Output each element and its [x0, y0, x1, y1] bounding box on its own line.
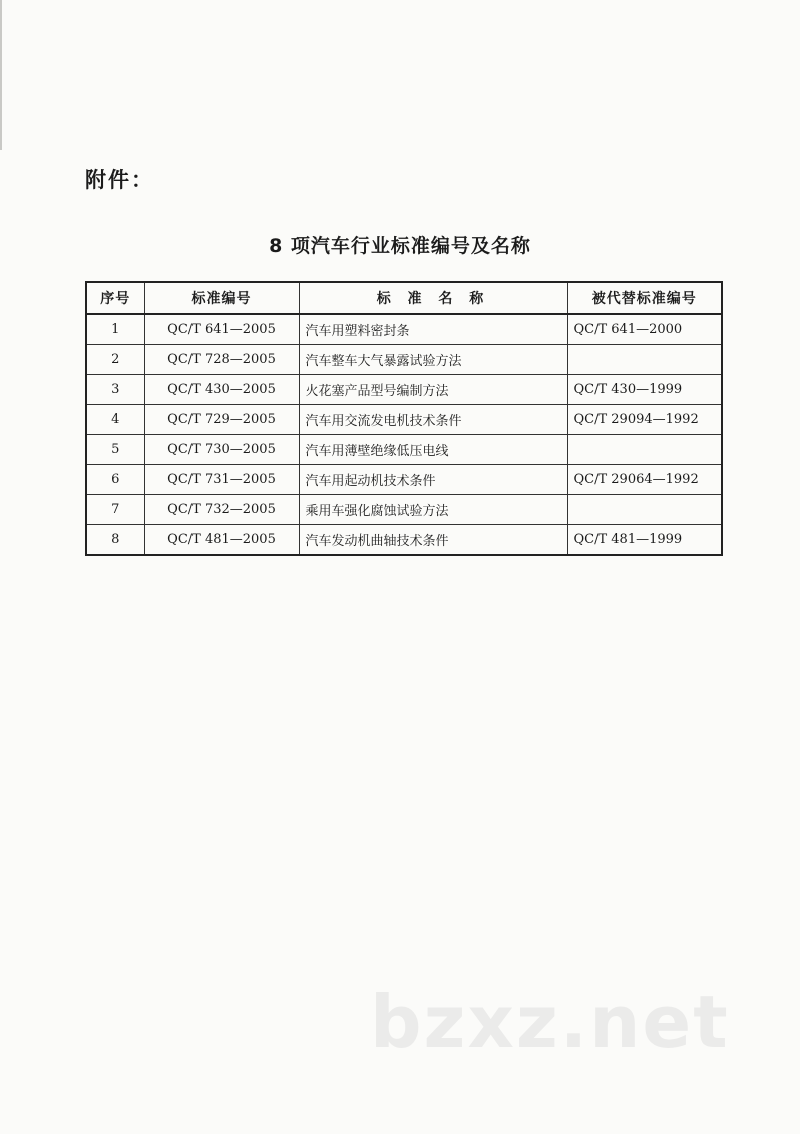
- row-replaced: [567, 435, 722, 465]
- row-replaced: [567, 345, 722, 375]
- row-seq: 4: [86, 405, 144, 435]
- table-row: [86, 435, 722, 465]
- row-name: 汽车用薄壁绝缘低压电线: [299, 435, 567, 465]
- row-seq: 2: [86, 345, 144, 375]
- row-seq: 8: [86, 525, 144, 556]
- row-name: 汽车整车大气暴露试验方法: [299, 345, 567, 375]
- row-name: 乘用车强化腐蚀试验方法: [299, 495, 567, 525]
- table-header-row: [86, 282, 722, 314]
- table-row: [86, 525, 722, 556]
- row-replaced: [567, 495, 722, 525]
- header-code: 标准编号: [144, 282, 299, 314]
- row-seq: 1: [86, 314, 144, 345]
- table-title: 8 项汽车行业标准编号及名称: [269, 235, 531, 257]
- scan-edge-line: [0, 0, 2, 150]
- row-name: 汽车用塑料密封条: [299, 314, 567, 345]
- row-code: QC/T 730—2005: [144, 435, 299, 465]
- row-seq: 5: [86, 435, 144, 465]
- table-row: [86, 314, 722, 345]
- row-name: 汽车用交流发电机技术条件: [299, 405, 567, 435]
- row-name: 火花塞产品型号编制方法: [299, 375, 567, 405]
- row-replaced: QC/T 29094—1992: [567, 405, 722, 435]
- row-replaced: QC/T 430—1999: [567, 375, 722, 405]
- row-code: QC/T 430—2005: [144, 375, 299, 405]
- header-seq: 序号: [86, 282, 144, 314]
- row-code: QC/T 481—2005: [144, 525, 299, 556]
- row-replaced: QC/T 29064—1992: [567, 465, 722, 495]
- row-seq: 6: [86, 465, 144, 495]
- standards-table: [85, 281, 723, 556]
- row-code: QC/T 732—2005: [144, 495, 299, 525]
- row-code: QC/T 729—2005: [144, 405, 299, 435]
- row-replaced: QC/T 481—1999: [567, 525, 722, 556]
- row-name: 汽车发动机曲轴技术条件: [299, 525, 567, 556]
- watermark: bzxz.net: [370, 980, 730, 1064]
- header-name: 标 准 名 称: [299, 282, 567, 314]
- row-code: QC/T 731—2005: [144, 465, 299, 495]
- table-row: [86, 345, 722, 375]
- row-code: QC/T 641—2005: [144, 314, 299, 345]
- row-code: QC/T 728—2005: [144, 345, 299, 375]
- header-replaced: 被代替标准编号: [567, 282, 722, 314]
- row-seq: 7: [86, 495, 144, 525]
- row-name: 汽车用起动机技术条件: [299, 465, 567, 495]
- table-row: [86, 495, 722, 525]
- row-replaced: QC/T 641—2000: [567, 314, 722, 345]
- table-row: [86, 375, 722, 405]
- table-row: [86, 405, 722, 435]
- table-row: [86, 465, 722, 495]
- appendix-label: 附件：: [85, 168, 154, 192]
- row-seq: 3: [86, 375, 144, 405]
